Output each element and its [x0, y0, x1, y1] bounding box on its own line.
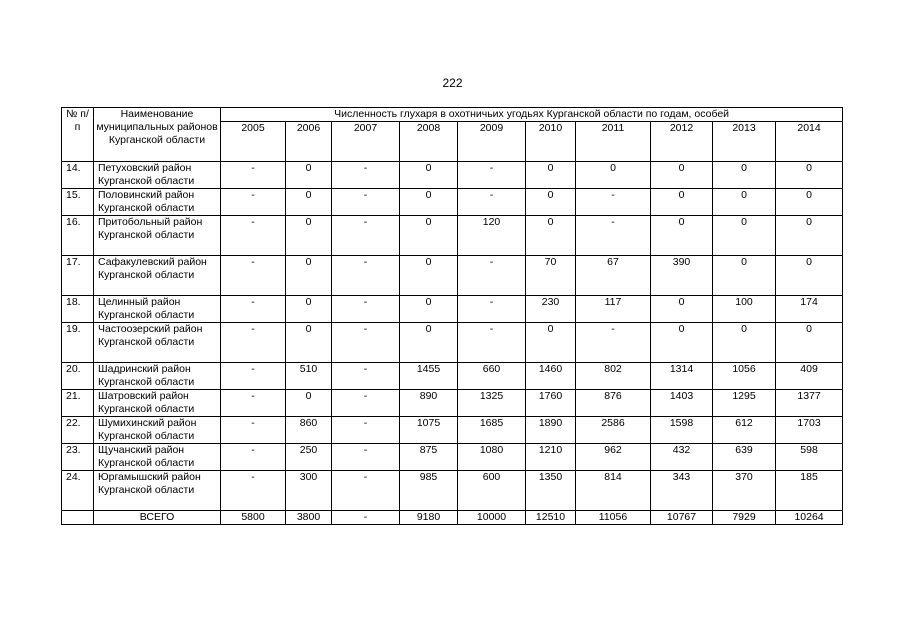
header-year: 2006: [286, 122, 332, 162]
table-row: [62, 471, 843, 511]
page-number: 222: [442, 76, 463, 90]
district-name: Щучанский район Курганской области: [94, 444, 221, 471]
table-row: [62, 296, 843, 323]
value-cell: -: [332, 323, 400, 363]
value-cell: 250: [286, 444, 332, 471]
value-cell: -: [221, 363, 286, 390]
row-number: 21.: [62, 390, 94, 417]
district-name: Шумихинский район Курганской области: [94, 417, 221, 444]
table-row: [62, 323, 843, 363]
value-cell: 0: [713, 189, 776, 216]
value-cell: 0: [286, 390, 332, 417]
value-cell: 0: [651, 216, 713, 256]
district-name: Петуховский район Курганской области: [94, 162, 221, 189]
total-label: ВСЕГО: [94, 511, 221, 525]
row-number: 15.: [62, 189, 94, 216]
table-row: [62, 417, 843, 444]
value-cell: 0: [286, 323, 332, 363]
district-name: Притобольный район Курганской области: [94, 216, 221, 256]
value-cell: 0: [713, 323, 776, 363]
value-cell: 0: [651, 296, 713, 323]
value-cell: -: [221, 162, 286, 189]
value-cell: 802: [576, 363, 651, 390]
value-cell: -: [458, 256, 526, 296]
row-number: 19.: [62, 323, 94, 363]
value-cell: 0: [713, 216, 776, 256]
district-name: Половинский район Курганской области: [94, 189, 221, 216]
value-cell: 510: [286, 363, 332, 390]
value-cell: 0: [713, 256, 776, 296]
header-district-name: Наименование муниципальных районов Курганской области: [94, 108, 221, 162]
value-cell: -: [332, 471, 400, 511]
total-value-cell: 7929: [713, 511, 776, 525]
value-cell: -: [458, 189, 526, 216]
total-value-cell: 10000: [458, 511, 526, 525]
value-cell: 0: [526, 189, 576, 216]
value-cell: -: [221, 216, 286, 256]
value-cell: -: [332, 256, 400, 296]
value-cell: -: [221, 390, 286, 417]
district-name: Шатровский район Курганской области: [94, 390, 221, 417]
header-year: 2009: [458, 122, 526, 162]
value-cell: 1403: [651, 390, 713, 417]
value-cell: 0: [526, 323, 576, 363]
value-cell: 0: [400, 256, 458, 296]
value-cell: 343: [651, 471, 713, 511]
value-cell: 1350: [526, 471, 576, 511]
district-name: Шадринский район Курганской области: [94, 363, 221, 390]
value-cell: 1760: [526, 390, 576, 417]
cgluhar-population-table: [61, 107, 843, 525]
value-cell: 174: [776, 296, 843, 323]
total-value-cell: -: [332, 511, 400, 525]
value-cell: 0: [400, 296, 458, 323]
value-cell: 0: [526, 162, 576, 189]
row-number: 23.: [62, 444, 94, 471]
value-cell: 814: [576, 471, 651, 511]
value-cell: 100: [713, 296, 776, 323]
value-cell: 0: [286, 189, 332, 216]
value-cell: 0: [400, 162, 458, 189]
value-cell: 1295: [713, 390, 776, 417]
row-number: 18.: [62, 296, 94, 323]
value-cell: 1075: [400, 417, 458, 444]
value-cell: 1460: [526, 363, 576, 390]
value-cell: 0: [400, 216, 458, 256]
value-cell: 0: [651, 162, 713, 189]
header-year: 2010: [526, 122, 576, 162]
value-cell: 0: [286, 296, 332, 323]
value-cell: 890: [400, 390, 458, 417]
header-row-1: [62, 108, 843, 122]
value-cell: -: [332, 296, 400, 323]
total-row: [62, 511, 843, 525]
table-row: [62, 256, 843, 296]
table-row: [62, 363, 843, 390]
row-number: 22.: [62, 417, 94, 444]
total-num-cell: [62, 511, 94, 525]
value-cell: 0: [776, 256, 843, 296]
value-cell: 0: [286, 256, 332, 296]
row-number: 14.: [62, 162, 94, 189]
row-number: 24.: [62, 471, 94, 511]
value-cell: 0: [286, 162, 332, 189]
header-year: 2008: [400, 122, 458, 162]
value-cell: 0: [776, 189, 843, 216]
value-cell: 409: [776, 363, 843, 390]
district-name: Юргамышский район Курганской области: [94, 471, 221, 511]
value-cell: 660: [458, 363, 526, 390]
header-group: Численность глухаря в охотничьих угодьях Курганской области по годам, особей: [221, 108, 843, 122]
value-cell: 0: [651, 323, 713, 363]
district-name: Целинный район Курганской области: [94, 296, 221, 323]
header-year: 2005: [221, 122, 286, 162]
header-year: 2007: [332, 122, 400, 162]
value-cell: -: [576, 189, 651, 216]
district-name: Частоозерский район Курганской области: [94, 323, 221, 363]
value-cell: -: [221, 417, 286, 444]
value-cell: -: [332, 216, 400, 256]
value-cell: -: [332, 189, 400, 216]
value-cell: 370: [713, 471, 776, 511]
value-cell: 0: [713, 162, 776, 189]
value-cell: -: [332, 363, 400, 390]
total-value-cell: 5800: [221, 511, 286, 525]
value-cell: 0: [651, 189, 713, 216]
value-cell: 432: [651, 444, 713, 471]
row-number: 16.: [62, 216, 94, 256]
value-cell: 390: [651, 256, 713, 296]
value-cell: 1598: [651, 417, 713, 444]
value-cell: 185: [776, 471, 843, 511]
value-cell: 0: [776, 162, 843, 189]
value-cell: 860: [286, 417, 332, 444]
header-num: № п/п: [62, 108, 94, 162]
value-cell: 0: [526, 216, 576, 256]
total-value-cell: 9180: [400, 511, 458, 525]
value-cell: 1056: [713, 363, 776, 390]
value-cell: -: [221, 189, 286, 216]
value-cell: 120: [458, 216, 526, 256]
value-cell: 117: [576, 296, 651, 323]
value-cell: -: [458, 296, 526, 323]
value-cell: 2586: [576, 417, 651, 444]
table-row: [62, 189, 843, 216]
value-cell: -: [221, 444, 286, 471]
value-cell: -: [221, 323, 286, 363]
value-cell: 1325: [458, 390, 526, 417]
value-cell: 1210: [526, 444, 576, 471]
value-cell: 0: [400, 189, 458, 216]
value-cell: 0: [576, 162, 651, 189]
value-cell: -: [332, 444, 400, 471]
value-cell: 639: [713, 444, 776, 471]
value-cell: 67: [576, 256, 651, 296]
value-cell: 0: [776, 323, 843, 363]
total-value-cell: 10264: [776, 511, 843, 525]
value-cell: 1703: [776, 417, 843, 444]
value-cell: 875: [400, 444, 458, 471]
value-cell: 985: [400, 471, 458, 511]
value-cell: 1890: [526, 417, 576, 444]
value-cell: 1685: [458, 417, 526, 444]
value-cell: -: [332, 390, 400, 417]
total-value-cell: 12510: [526, 511, 576, 525]
table-row: [62, 216, 843, 256]
value-cell: 600: [458, 471, 526, 511]
value-cell: 230: [526, 296, 576, 323]
district-name: Сафакулевский район Курганской области: [94, 256, 221, 296]
row-number: 17.: [62, 256, 94, 296]
value-cell: 876: [576, 390, 651, 417]
total-value-cell: 11056: [576, 511, 651, 525]
value-cell: -: [332, 417, 400, 444]
value-cell: -: [221, 296, 286, 323]
value-cell: 598: [776, 444, 843, 471]
value-cell: 70: [526, 256, 576, 296]
value-cell: 962: [576, 444, 651, 471]
value-cell: -: [576, 216, 651, 256]
total-value-cell: 10767: [651, 511, 713, 525]
value-cell: 1377: [776, 390, 843, 417]
value-cell: 1080: [458, 444, 526, 471]
value-cell: -: [332, 162, 400, 189]
value-cell: 0: [286, 216, 332, 256]
total-value-cell: 3800: [286, 511, 332, 525]
header-year: 2011: [576, 122, 651, 162]
value-cell: -: [458, 162, 526, 189]
header-year: 2014: [776, 122, 843, 162]
value-cell: -: [221, 256, 286, 296]
value-cell: -: [576, 323, 651, 363]
row-number: 20.: [62, 363, 94, 390]
value-cell: -: [458, 323, 526, 363]
header-year: 2012: [651, 122, 713, 162]
value-cell: 300: [286, 471, 332, 511]
value-cell: 1455: [400, 363, 458, 390]
value-cell: 1314: [651, 363, 713, 390]
value-cell: 612: [713, 417, 776, 444]
table-row: [62, 444, 843, 471]
table-row: [62, 162, 843, 189]
value-cell: -: [221, 471, 286, 511]
value-cell: 0: [400, 323, 458, 363]
header-year: 2013: [713, 122, 776, 162]
value-cell: 0: [776, 216, 843, 256]
table-row: [62, 390, 843, 417]
